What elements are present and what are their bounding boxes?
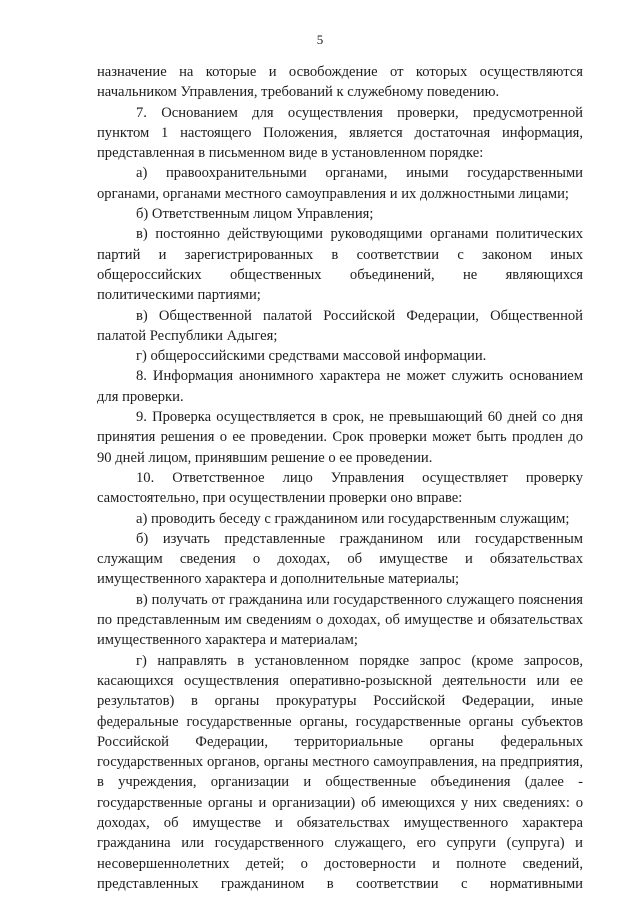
paragraph-item-7: 7. Основанием для осуществления проверки, предусмотренной пунктом 1 настоящего Положения, является достаточная информация, представленная в письменном виде в установленном порядке: — [97, 104, 583, 162]
paragraph-item-9: 9. Проверка осуществляется в срок, не превышающий 60 дней со дня принятия решения о ее проведении. Срок проверки может быть продлен до 90 дней лицом, принявшим решение о ее проведении. — [97, 409, 583, 466]
paragraph-continuation: назначение на которые и освобождение от которых осуществляются начальником Управления, требований к служебному поведению. — [97, 64, 583, 101]
paragraph-item-7g: г) общероссийскими средствами массовой информации. — [136, 348, 487, 365]
paragraph-item-10: 10. Ответственное лицо Управления осуществляет проверку самостоятельно, при осуществлении проверки оно вправе: — [97, 469, 583, 507]
paragraph-item-10v: в) получать от гражданина или государственного служащего пояснения по представленным им сведениям о доходах, об имуществе и обязательствах имущественного характера и материалам; — [97, 591, 583, 649]
paragraph-item-8: 8. Информация анонимного характера не может служить основанием для проверки. — [97, 368, 583, 405]
paragraph-item-7v2: в) Общественной палатой Российской Федерации, Общественной палатой Республики Адыгея; — [97, 307, 583, 344]
paragraph-item-10g: г) направлять в установленном порядке запрос (кроме запросов, касающихся осуществления оперативно-розыскной деятельности или ее результатов) в органы прокуратуры Российской Федерации, иные федеральные государственные органы, государственные органы субъектов Российской Федерации, территориальные органы федеральных государственных органов, органы местного самоуправления, на предприятия, в учреждения, организации и общественные объединения (далее - государственные органы и организации) об имеющихся у них сведениях: о доходах, об имуществе и обязательствах имущественного характера гражданина или государственного служащего, его супруги (супруга) и несовершеннолетних детей; о достоверности и полноте сведений, представленных гражданином в соответствии с нормативными — [97, 652, 583, 892]
paragraph-item-10a: а) проводить беседу с гражданином или государственным служащим; — [136, 510, 570, 527]
paragraph-item-10b: б) изучать представленные гражданином или государственным служащим сведения о доходах, об имуществе и обязательствах имущественного характера и дополнительные материалы; — [97, 530, 583, 588]
paragraph-item-7v: в) постоянно действующими руководящими органами политических партий и зарегистрированных в соответствии с законом иных общероссийских общественных объединений, не являющихся политическими партиями; — [97, 226, 583, 304]
document-body — [97, 62, 583, 894]
paragraph-item-7b: б) Ответственным лицом Управления; — [136, 206, 374, 223]
paragraph-item-7a: а) правоохранительными органами, иными государственными органами, органами местного самоуправления и их должностными лицами; — [97, 165, 583, 202]
page-number: 5 — [316, 32, 324, 47]
